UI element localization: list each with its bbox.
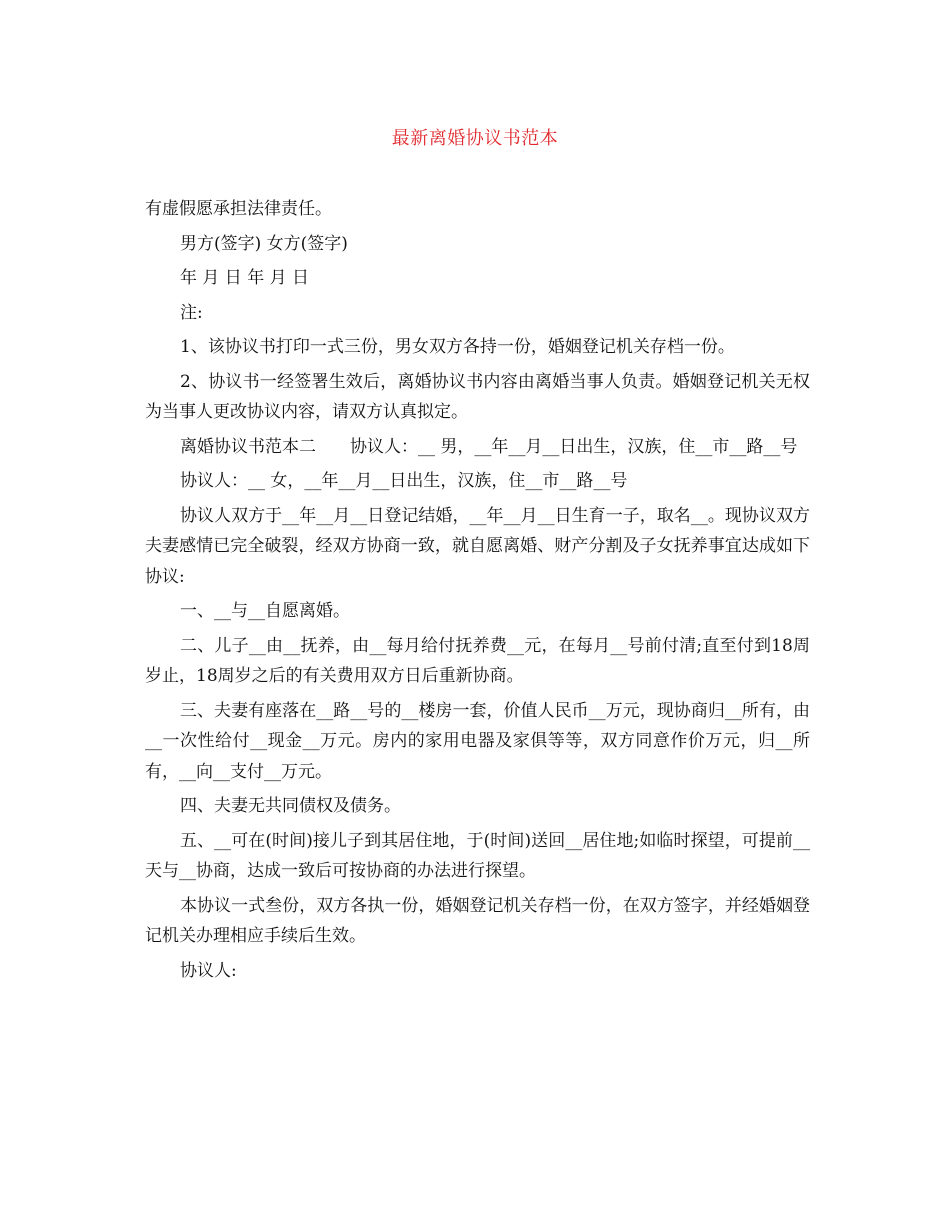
paragraph: 男方(签字) 女方(签字) [180, 233, 348, 254]
paragraph: 协议人双方于__年__月__日登记结婚，__年__月__日生育一子，取名__。现协议双方夫妻感情已完全破裂，经双方协商一致，就自愿离婚、财产分割及子女抚养事宜达成如下协议: [145, 505, 810, 587]
paragraph: 年 月 日 年 月 日 [180, 268, 310, 288]
paragraph: 五、__可在(时间)接儿子到其居住地，于(时间)送回__居住地;如临时探望，可提前__天与__协商，达成一致后可按协商的办法进行探望。 [145, 830, 810, 881]
paragraph: 协议人: [180, 960, 237, 981]
paragraph: 注: [180, 302, 203, 323]
paragraph: 本协议一式叁份，双方各执一份，婚姻登记机关存档一份，在双方签字，并经婚姻登记机关办理相应手续后生效。 [145, 895, 810, 946]
paragraph: 三、夫妻有座落在__路__号的__楼房一套，价值人民币__万元，现协商归__所有，由__一次性给付__现金__万元。房内的家用电器及家俱等等，双方同意作价万元，归__所有，__向__支付__万元。 [145, 700, 810, 782]
document-title: 最新离婚协议书范本 [391, 128, 559, 149]
paragraph: 有虚假愿承担法律责任。 [145, 199, 332, 219]
document-body [145, 194, 810, 990]
paragraph: 二、儿子__由__抚养，由__每月给付抚养费__元，在每月__号前付清;直至付到18周岁止，18周岁之后的有关费用双方日后重新协商。 [145, 635, 810, 686]
paragraph: 一、__与__自愿离婚。 [180, 601, 350, 621]
paragraph: 协议人：__ 女，__年__月__日出生，汉族，住__市__路__号 [180, 471, 628, 491]
paragraph: 四、夫妻无共同债权及债务。 [180, 796, 401, 816]
paragraph: 1、该协议书打印一式三份，男女双方各持一份，婚姻登记机关存档一份。 [180, 337, 735, 357]
paragraph: 2、协议书一经签署生效后，离婚协议书内容由离婚当事人负责。婚姻登记机关无权为当事人更改协议内容，请双方认真拟定。 [145, 371, 810, 422]
paragraph: 离婚协议书范本二 协议人：__ 男，__年__月__日出生，汉族，住__市__路__号 [180, 436, 798, 457]
